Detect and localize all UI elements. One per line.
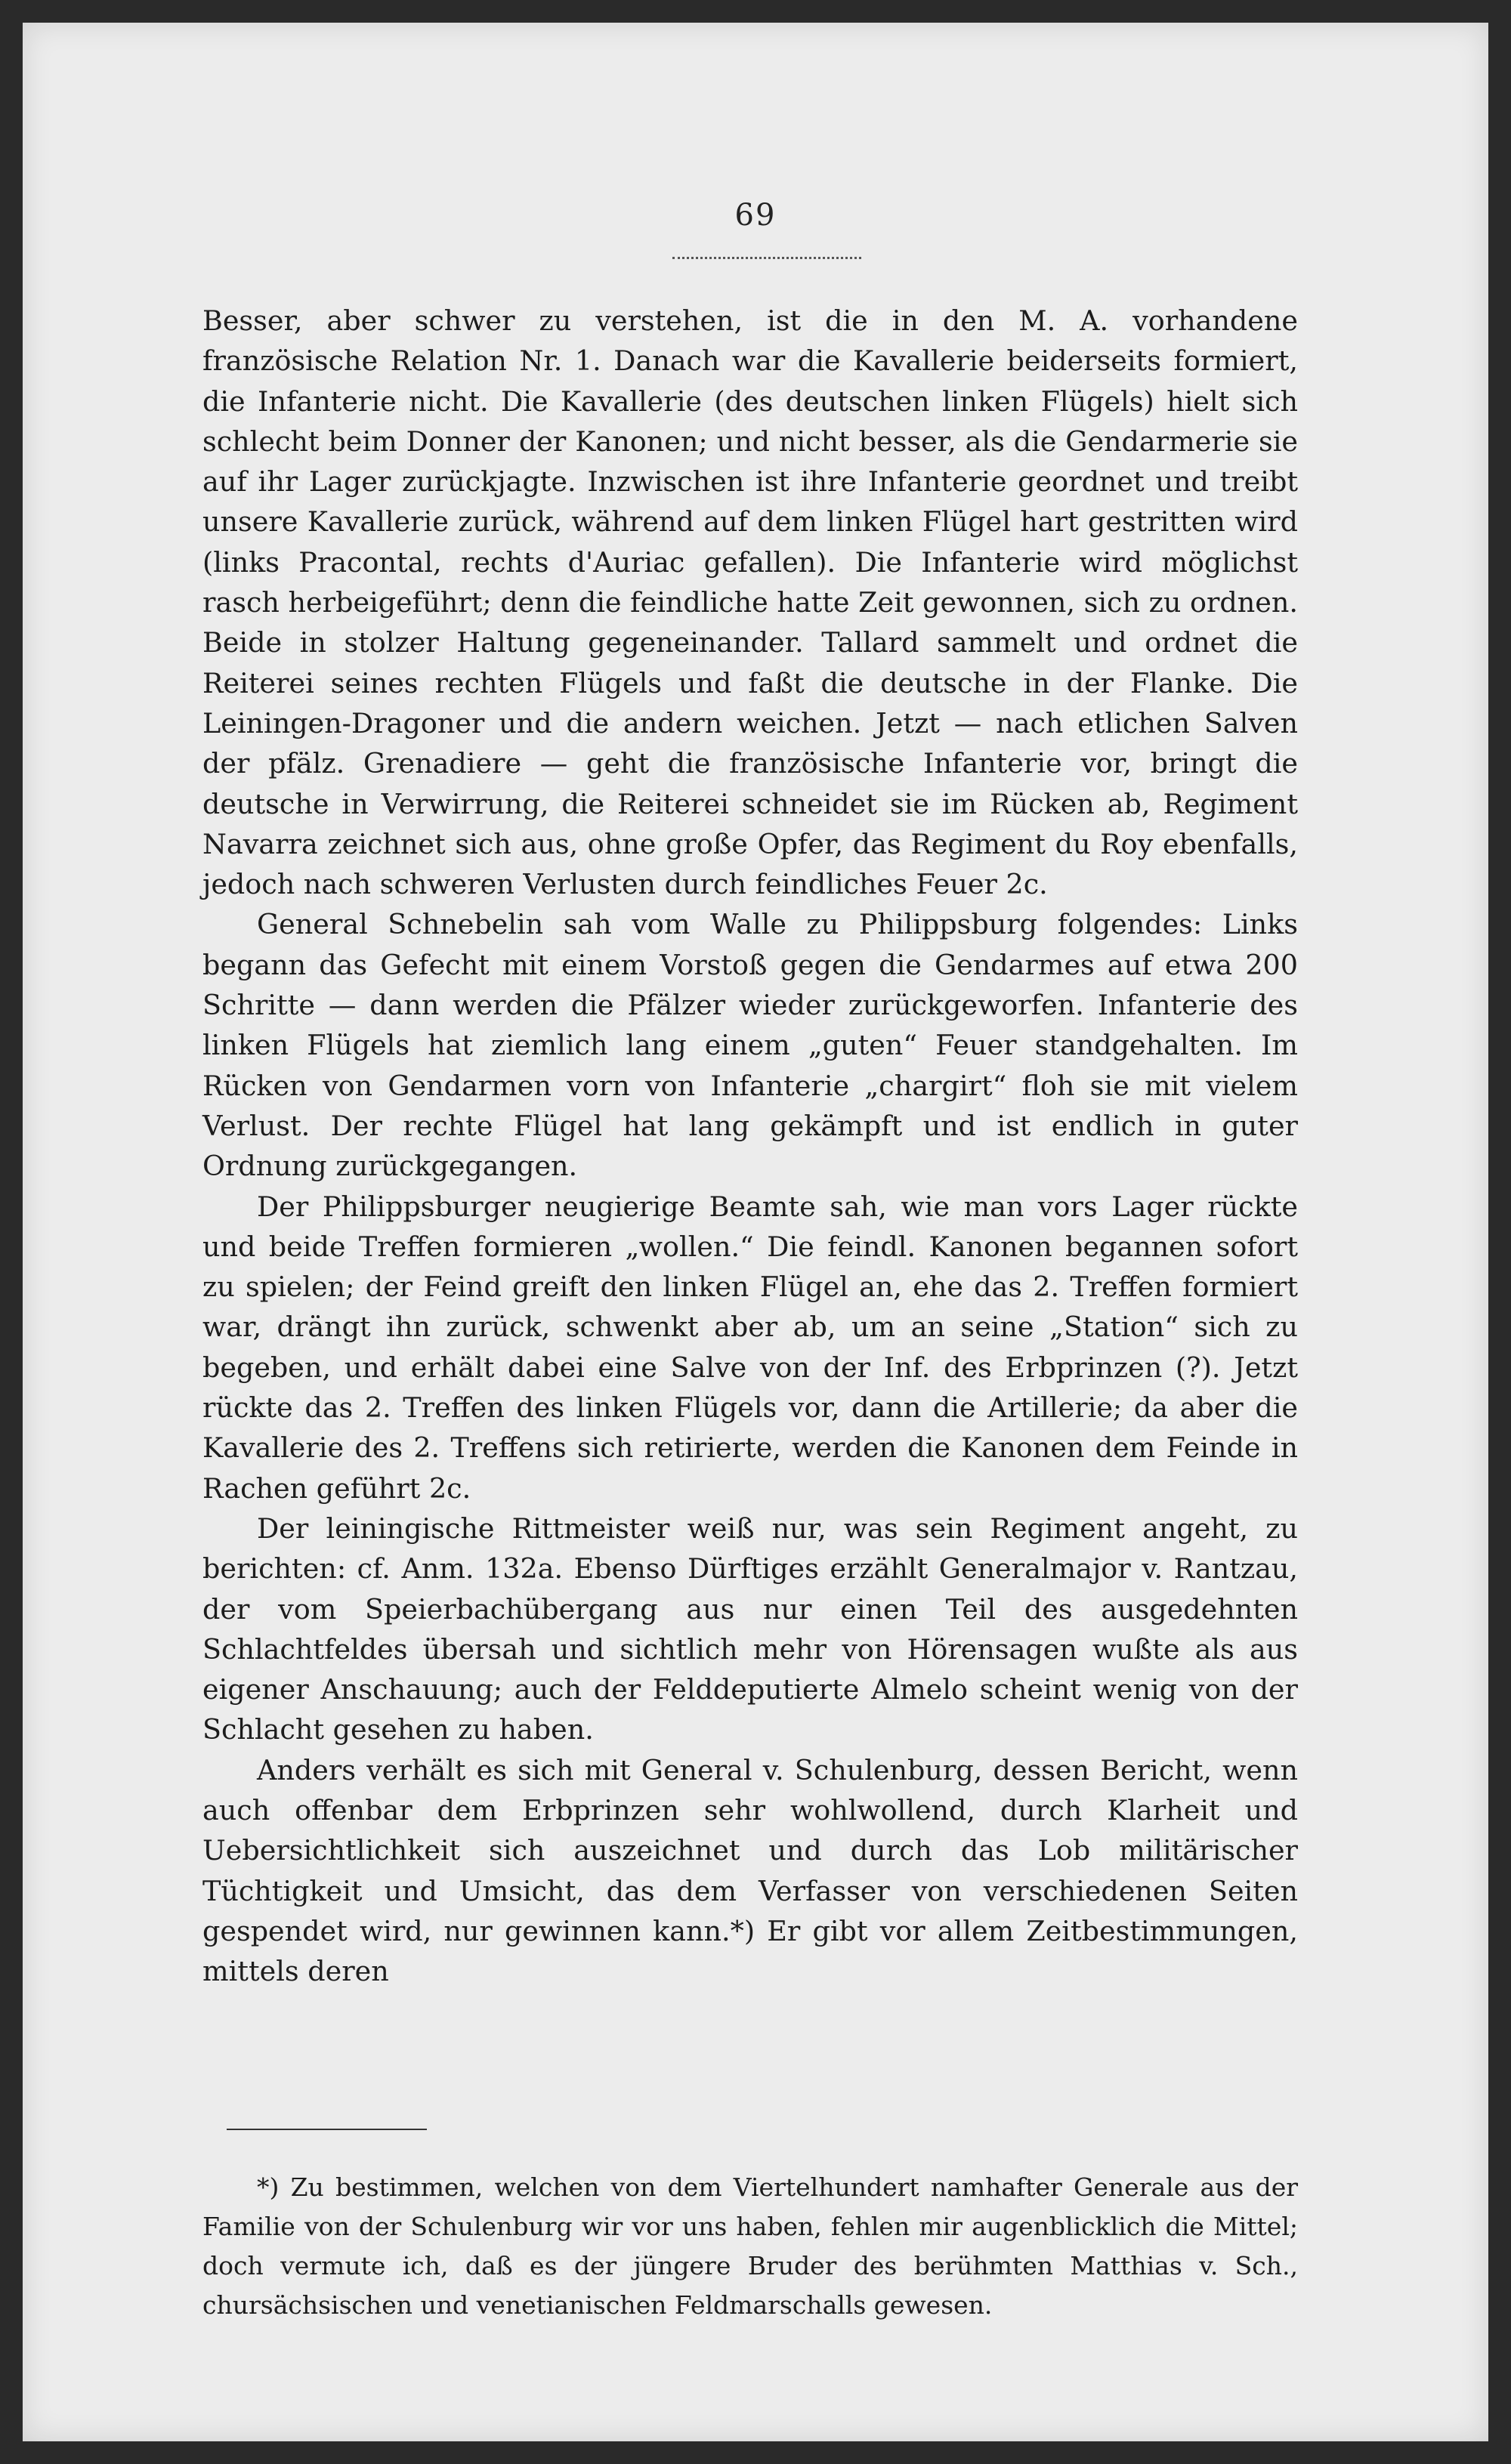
footnote-divider bbox=[227, 2129, 427, 2130]
paragraph: Anders verhält es sich mit General v. Schulenburg, dessen Bericht, wenn auch offenbar dem Erbprinzen sehr wohlwollend, durch Klarheit und Uebersichtlichkeit sich auszeichnet und durch das Lob militärischer Tüchtigkeit und Umsicht, das dem Verfasser von verschiedenen Seiten gespendet wird, nur gewinnen kann.*) Er gibt vor allem Zeitbestimmungen, mittels deren bbox=[202, 1753, 1298, 1988]
paragraph: Besser, aber schwer zu verstehen, ist die in den M. A. vorhandene französische Relation Nr. 1. Danach war die Kavallerie beiderseits formiert, die Infanterie nicht. Die Kavallerie (des deutschen linken Flügels) hielt sich schlecht beim Donner der Kanonen; und nicht besser, als die Gendarmerie sie auf ihr Lager zurückjagte. Inzwischen ist ihre Infanterie geordnet und treibt unsere Kavallerie zurück, während auf dem linken Flügel hart gestritten wird (links Pracontal, rechts d'Auriac gefallen). Die Infanterie wird möglichst rasch herbeigeführt; denn die feindliche hatte Zeit gewonnen, sich zu ordnen. Beide in stolzer Haltung gegeneinander. Tallard sammelt und ordnet die Reiterei seines rechten Flügels und faßt die deutsche in der Flanke. Die Leiningen-Dragoner und die andern weichen. Jetzt — nach etlichen Salven der pfälz. Grenadiere — geht die französische Infanterie vor, bringt die deutsche in Verwirrung, die Reiterei schneidet sie im Rücken ab, Regiment Navarra zeichnet sich aus, ohne große Opfer, das Regiment du Roy ebenfalls, jedoch nach schweren Verlusten durch feindliches Feuer 2c. bbox=[202, 304, 1298, 901]
book-page bbox=[23, 23, 1488, 2441]
paragraph: General Schnebelin sah vom Walle zu Philippsburg folgendes: Links begann das Gefecht mit einem Vorstoß gegen die Gendarmes auf etwa 200 Schritte — dann werden die Pfälzer wieder zurückgeworfen. Infanterie des linken Flügels hat ziemlich lang einem „guten“ Feuer standgehalten. Im Rücken von Gendarmen vorn von Infanterie „chargirt“ floh sie mit vielem Verlust. Der rechte Flügel hat lang gekämpft und ist endlich in guter Ordnung zurückgegangen. bbox=[202, 908, 1298, 1183]
decorative-ornament bbox=[672, 249, 861, 259]
footnote-text: *) Zu bestimmen, welchen von dem Viertelhundert namhafter Generale aus der Familie von der Schulenburg wir vor uns haben, fehlen mir augenblicklich die Mittel; doch vermute ich, daß es der jüngere Bruder des berühmten Matthias v. Sch., chursächsischen und venetianischen Feldmarschalls gewesen. bbox=[202, 2172, 1298, 2320]
main-text bbox=[202, 301, 1298, 1991]
footnote bbox=[202, 2168, 1298, 2325]
paragraph: Der Philippsburger neugierige Beamte sah, wie man vors Lager rückte und beide Treffen formieren „wollen.“ Die feindl. Kanonen begannen sofort zu spielen; der Feind greift den linken Flügel an, ehe das 2. Treffen formiert war, drängt ihn zurück, schwenkt aber ab, um an seine „Station“ sich zu begeben, und erhält dabei eine Salve von der Inf. des Erbprinzen (?). Jetzt rückte das 2. Treffen des linken Flügels vor, dann die Artillerie; da aber die Kavallerie des 2. Treffens sich retirierte, werden die Kanonen dem Feinde in Rachen geführt 2c. bbox=[202, 1190, 1298, 1505]
page-number: 69 bbox=[734, 198, 777, 233]
paragraph: Der leiningische Rittmeister weiß nur, was sein Regiment angeht, zu berichten: cf. Anm. 132a. Ebenso Dürftiges erzählt Generalmajor v. Rantzau, der vom Speierbachübergang aus nur einen Teil des ausgedehnten Schlachtfeldes übersah und sichtlich mehr von Hörensagen wußte als aus eigener Anschauung; auch der Felddeputierte Almelo scheint wenig von der Schlacht gesehen zu haben. bbox=[202, 1511, 1298, 1746]
